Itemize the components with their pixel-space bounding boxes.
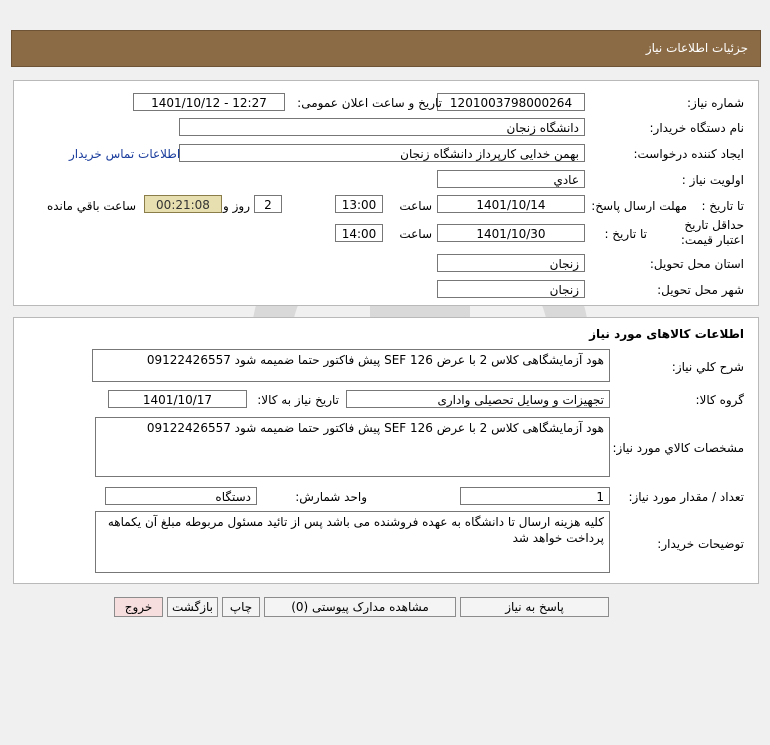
goods-section-title: اطلاعات کالاهای مورد نیاز [589, 327, 744, 341]
summary-label: شرح کلي نیاز: [671, 360, 744, 374]
buyer-contact-link[interactable]: اطلاعات تماس خریدار [69, 147, 181, 161]
announce-datetime-field: 1401/10/12 - 12:27 [133, 93, 285, 111]
validity-time-field: 14:00 [335, 224, 383, 242]
delivery-province-label: استان محل تحویل: [649, 257, 744, 271]
days-label: روز و [223, 199, 250, 213]
need-date-field: 1401/10/17 [108, 390, 247, 408]
days-remaining-field: 2 [254, 195, 282, 213]
need-number-field: 1201003798000264 [437, 93, 585, 111]
goods-group-label: گروه کالا: [695, 393, 744, 407]
deadline-label: مهلت ارسال پاسخ: [591, 199, 687, 213]
creator-label: ایجاد کننده درخواست: [633, 147, 744, 161]
delivery-city-label: شهر محل تحویل: [657, 283, 744, 297]
validity-time-label: ساعت [399, 227, 432, 241]
exit-button[interactable]: خروج [114, 597, 163, 617]
delivery-city-field: زنجان [437, 280, 585, 298]
back-button[interactable]: بازگشت [167, 597, 218, 617]
priority-field: عادي [437, 170, 585, 188]
buyer-org-label: نام دستگاه خریدار: [649, 121, 744, 135]
deadline-time-field: 13:00 [335, 195, 383, 213]
specs-field: هود آزمایشگاهی کلاس 2 با عرض SEF 126 پیش فاکتور حتما ضمیمه شود 09122426557 [95, 417, 610, 477]
creator-field: بهمن خدایی کارپرداز دانشگاه زنجان [179, 144, 585, 162]
attachments-button[interactable]: مشاهده مدارک پیوستی (0) [264, 597, 456, 617]
page-title: جزئیات اطلاعات نیاز [645, 41, 748, 55]
need-date-label: تاریخ نیاز به کالا: [257, 393, 339, 407]
priority-label: اولویت نیاز : [681, 173, 744, 187]
buyer-notes-field: کلیه هزینه ارسال تا دانشگاه به عهده فروشنده می باشد پس از تائید مسئول مربوطه مبلغ آن یکماهه پرداخت خواهد شد [95, 511, 610, 573]
buyer-org-field: دانشگاه زنجان [179, 118, 585, 136]
print-button[interactable]: چاپ [222, 597, 260, 617]
quantity-label: تعداد / مقدار مورد نیاز: [628, 490, 744, 504]
goods-panel [13, 317, 759, 584]
validity-to-date-label: تا تاریخ : [604, 227, 647, 241]
delivery-province-field: زنجان [437, 254, 585, 272]
need-number-label: شماره نیاز: [687, 96, 744, 110]
price-validity-label: حداقل تاریخ اعتبار قیمت: [680, 218, 744, 247]
quantity-field: 1 [460, 487, 610, 505]
deadline-date-field: 1401/10/14 [437, 195, 585, 213]
announce-datetime-label: تاریخ و ساعت اعلان عمومی: [297, 96, 442, 110]
deadline-time-label: ساعت [399, 199, 432, 213]
remaining-time-label: ساعت باقي مانده [46, 199, 136, 213]
deadline-to-date-label: تا تاریخ : [701, 199, 744, 213]
reply-button[interactable]: پاسخ به نیاز [460, 597, 609, 617]
page-header [11, 30, 761, 67]
need-info-panel [13, 80, 759, 306]
summary-field: هود آزمایشگاهی کلاس 2 با عرض SEF 126 پیش فاکتور حتما ضمیمه شود 09122426557 [92, 349, 610, 382]
validity-date-field: 1401/10/30 [437, 224, 585, 242]
unit-label: واحد شمارش: [295, 490, 367, 504]
buyer-notes-label: توضیحات خریدار: [657, 537, 744, 551]
goods-group-field: تجهیزات و وسایل تحصیلی واداری [346, 390, 610, 408]
unit-field: دستگاه [105, 487, 257, 505]
specs-label: مشخصات کالاي مورد نیاز: [612, 441, 744, 455]
remaining-time-counter: 00:21:08 [144, 195, 222, 213]
